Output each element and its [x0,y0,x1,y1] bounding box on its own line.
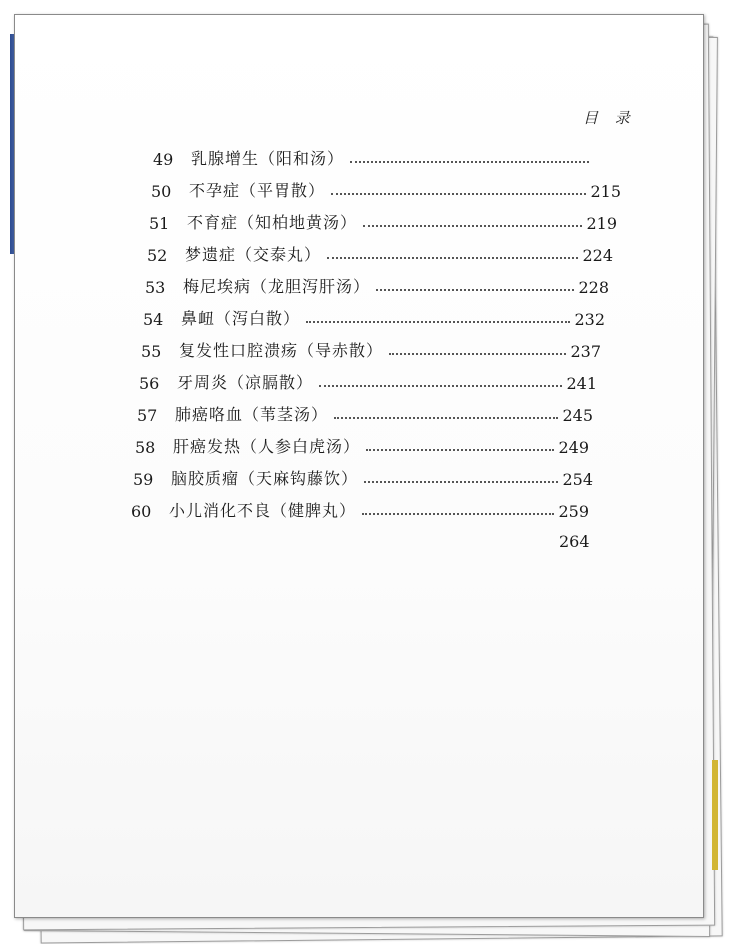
toc-entry[interactable] [143,303,605,329]
entry-page: 264 [559,532,590,551]
entry-title: 不孕症（平胃散） [189,181,326,200]
entry-number: 49 [153,150,174,169]
toc-entry[interactable] [141,335,601,361]
entry-title: 肺癌咯血（苇茎汤） [175,405,329,424]
toc-entry[interactable] [147,239,613,265]
entry-number: 57 [137,406,158,425]
entry-number: 58 [135,438,156,457]
dot-leader [331,192,586,195]
entry-title: 肝癌发热（人参白虎汤） [173,437,361,456]
entry-page: 259 [558,502,589,521]
table-of-contents [15,15,703,917]
toc-entry[interactable] [149,207,617,233]
entry-page: 254 [562,470,593,489]
toc-entry[interactable] [131,495,589,521]
toc-entry[interactable] [137,399,593,425]
entry-title: 梅尼埃病（龙胆泻肝汤） [183,277,371,296]
entry-number: 54 [143,310,164,329]
entry-title: 鼻衄（泻白散） [181,309,301,328]
entry-number: 56 [139,374,160,393]
dot-leader [327,256,578,259]
toc-entry[interactable] [153,143,593,169]
entry-page: 232 [574,310,605,329]
toc-page [14,14,704,918]
entry-title: 复发性口腔溃疡（导赤散） [179,341,384,360]
toc-entry[interactable] [133,463,593,489]
running-head: 目 录 [583,109,636,127]
entry-title: 乳腺增生（阳和汤） [191,149,345,168]
entry-number: 52 [147,246,168,265]
toc-entry[interactable] [135,431,589,457]
dot-leader [334,416,558,419]
entry-number: 51 [149,214,170,233]
entry-title: 不育症（知柏地黄汤） [187,213,358,232]
entry-page: 241 [566,374,597,393]
trailing-page-number [559,525,619,551]
entry-number: 50 [151,182,172,201]
entry-number: 55 [141,342,162,361]
entry-number: 53 [145,278,166,297]
entry-page: 245 [562,406,593,425]
entry-page: 249 [558,438,589,457]
dot-leader [306,320,570,323]
entry-title: 脑胶质瘤（天麻钩藤饮） [171,469,359,488]
entry-number: 59 [133,470,154,489]
entry-page: 237 [570,342,601,361]
dot-leader [362,512,554,515]
toc-entry[interactable] [145,271,609,297]
toc-entry[interactable] [151,175,621,201]
entry-page: 215 [590,182,621,201]
entry-page: 228 [578,278,609,297]
entry-page: 219 [586,214,617,233]
dot-leader [376,288,574,291]
dot-leader [364,480,558,483]
dot-leader [350,160,589,163]
toc-entry[interactable] [139,367,597,393]
dot-leader [366,448,554,451]
dot-leader [389,352,566,355]
dot-leader [319,384,562,387]
back-page-edge [712,760,718,870]
entry-title: 牙周炎（凉膈散） [177,373,314,392]
entry-number: 60 [131,502,152,521]
dot-leader [363,224,582,227]
entry-page: 224 [582,246,613,265]
entry-title: 梦遗症（交泰丸） [185,245,322,264]
entry-title: 小儿消化不良（健脾丸） [169,501,357,520]
